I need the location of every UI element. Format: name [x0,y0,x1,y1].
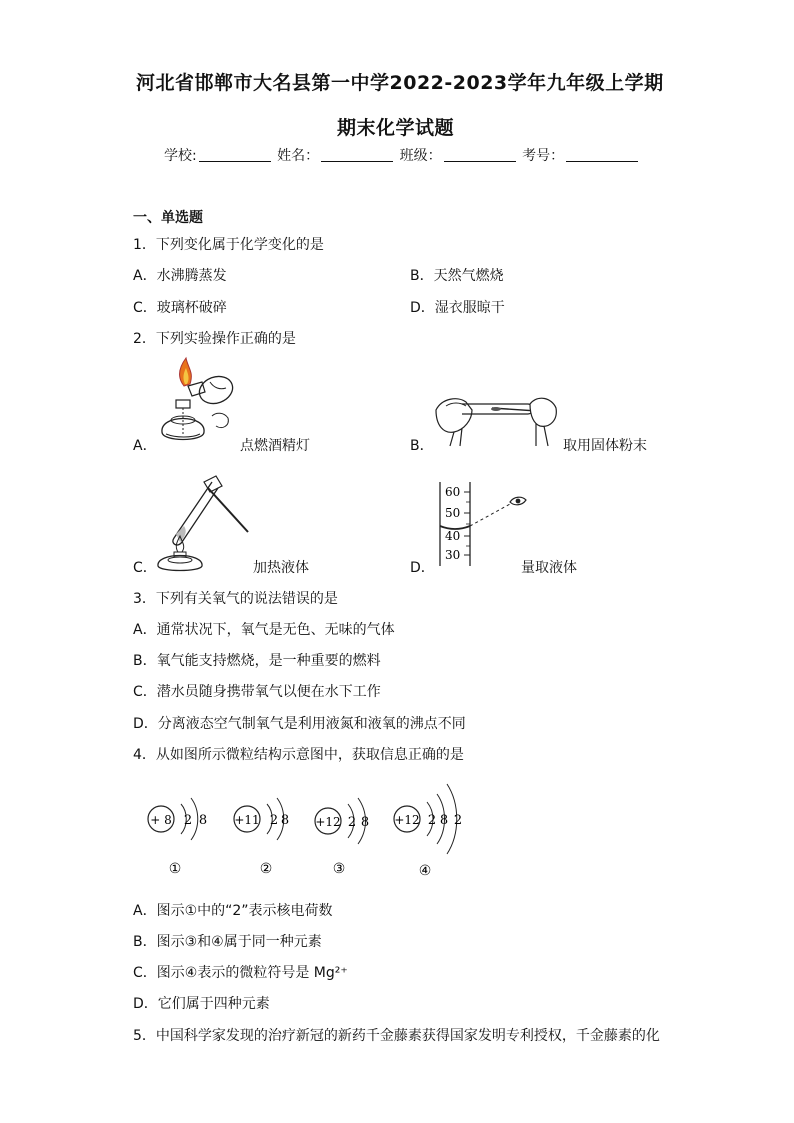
class-blank[interactable] [444,147,516,162]
particle-1-shell-2: 8 [198,813,208,828]
particle-4-nucleus: +12 [394,813,420,827]
particle-3-shell-1: 2 [347,815,357,830]
particle-4-shell-3: 2 [453,813,463,828]
school-label: 学校: [164,148,197,164]
page-title-line2: 期末化学试题 [337,117,455,139]
particle-2-shell-1: 2 [269,813,279,828]
particle-4-shell-1: 2 [427,813,437,828]
student-info-fields [164,145,640,165]
section-title: 一、单选题 [133,210,203,226]
test-tube-powder-figure [432,380,562,450]
particle-3-shell-2: 8 [360,815,370,830]
question-3-option-a[interactable]: A．通常状况下，氧气是无色、无味的气体 [133,622,395,638]
particle-3-index: ③ [332,861,346,877]
particle-2-index: ② [259,861,273,877]
question-4-option-d[interactable]: D．它们属于四种元素 [133,996,270,1012]
cylinder-tick-marks [464,492,470,555]
question-3-option-d[interactable]: D．分离液态空气制氧气是利用液氮和液氧的沸点不同 [133,716,466,732]
particle-structure-diagram [140,772,480,884]
question-4-option-c[interactable]: C．图示④表示的微粒符号是 Mg²⁺ [133,965,348,981]
particle-1 [148,798,207,877]
exam-number-blank[interactable] [566,147,638,162]
particle-1-index: ① [168,861,182,877]
cylinder-tick-50: 50 [445,506,461,520]
particle-1-shell-1: 2 [183,813,193,828]
question-1-option-a[interactable]: A．水沸腾蒸发 [133,268,227,284]
school-blank[interactable] [199,147,271,162]
question-1-option-d[interactable]: D．湿衣服晾干 [410,300,505,316]
page-title-line1: 河北省邯郸市大名县第一中学2022-2023学年九年级上学期 [136,72,664,94]
particle-4-index: ④ [418,863,432,879]
question-2-stem: 2．下列实验操作正确的是 [133,331,296,347]
question-1-stem: 1．下列变化属于化学变化的是 [133,237,324,253]
particle-3-nucleus: +12 [315,815,341,829]
question-2-option-d-caption: 量取液体 [521,560,577,576]
class-label: 班级： [399,148,442,164]
question-2-option-d-letter[interactable]: D． [410,560,435,576]
question-3-option-b[interactable]: B．氧气能支持燃烧，是一种重要的燃料 [133,653,381,669]
name-blank[interactable] [321,147,393,162]
question-4-option-a[interactable]: A．图示①中的“2”表示核电荷数 [133,903,333,919]
question-4-stem: 4．从如图所示微粒结构示意图中，获取信息正确的是 [133,747,464,763]
question-2-option-b-caption: 取用固体粉末 [563,438,647,454]
name-label: 姓名： [277,148,320,164]
question-1-option-b[interactable]: B．天然气燃烧 [410,268,504,284]
particle-2-nucleus: +11 [234,813,260,827]
question-5-stem: 5．中国科学家发现的治疗新冠的新药千金藤素获得国家发明专利授权，千金藤素的化 [133,1028,660,1044]
exam-number-label: 考号： [522,148,565,164]
question-3-option-c[interactable]: C．潜水员随身携带氧气以便在水下工作 [133,684,381,700]
question-2-option-c-letter[interactable]: C． [133,560,157,576]
particle-2 [234,798,289,877]
cylinder-tick-30: 30 [445,548,461,562]
alcohol-lamp-lighting-figure [150,356,240,450]
question-2-option-b-letter[interactable]: B． [410,438,434,454]
heating-liquid-figure [150,472,252,572]
particle-3 [315,798,369,877]
question-4-option-b[interactable]: B．图示③和④属于同一种元素 [133,934,322,950]
particle-2-shell-2: 8 [280,813,290,828]
question-2-option-c-caption: 加热液体 [253,560,309,576]
particle-4-shell-2: 8 [439,813,449,828]
question-1-option-c[interactable]: C．玻璃杯破碎 [133,300,227,316]
particle-4 [394,784,462,879]
question-2-option-a-caption: 点燃酒精灯 [240,438,310,454]
question-2-option-a-letter[interactable]: A． [133,438,157,454]
cylinder-tick-60: 60 [445,485,461,499]
cylinder-tick-40: 40 [445,529,461,543]
particle-1-nucleus: + 8 [150,813,172,827]
question-3-stem: 3．下列有关氧气的说法错误的是 [133,591,338,607]
